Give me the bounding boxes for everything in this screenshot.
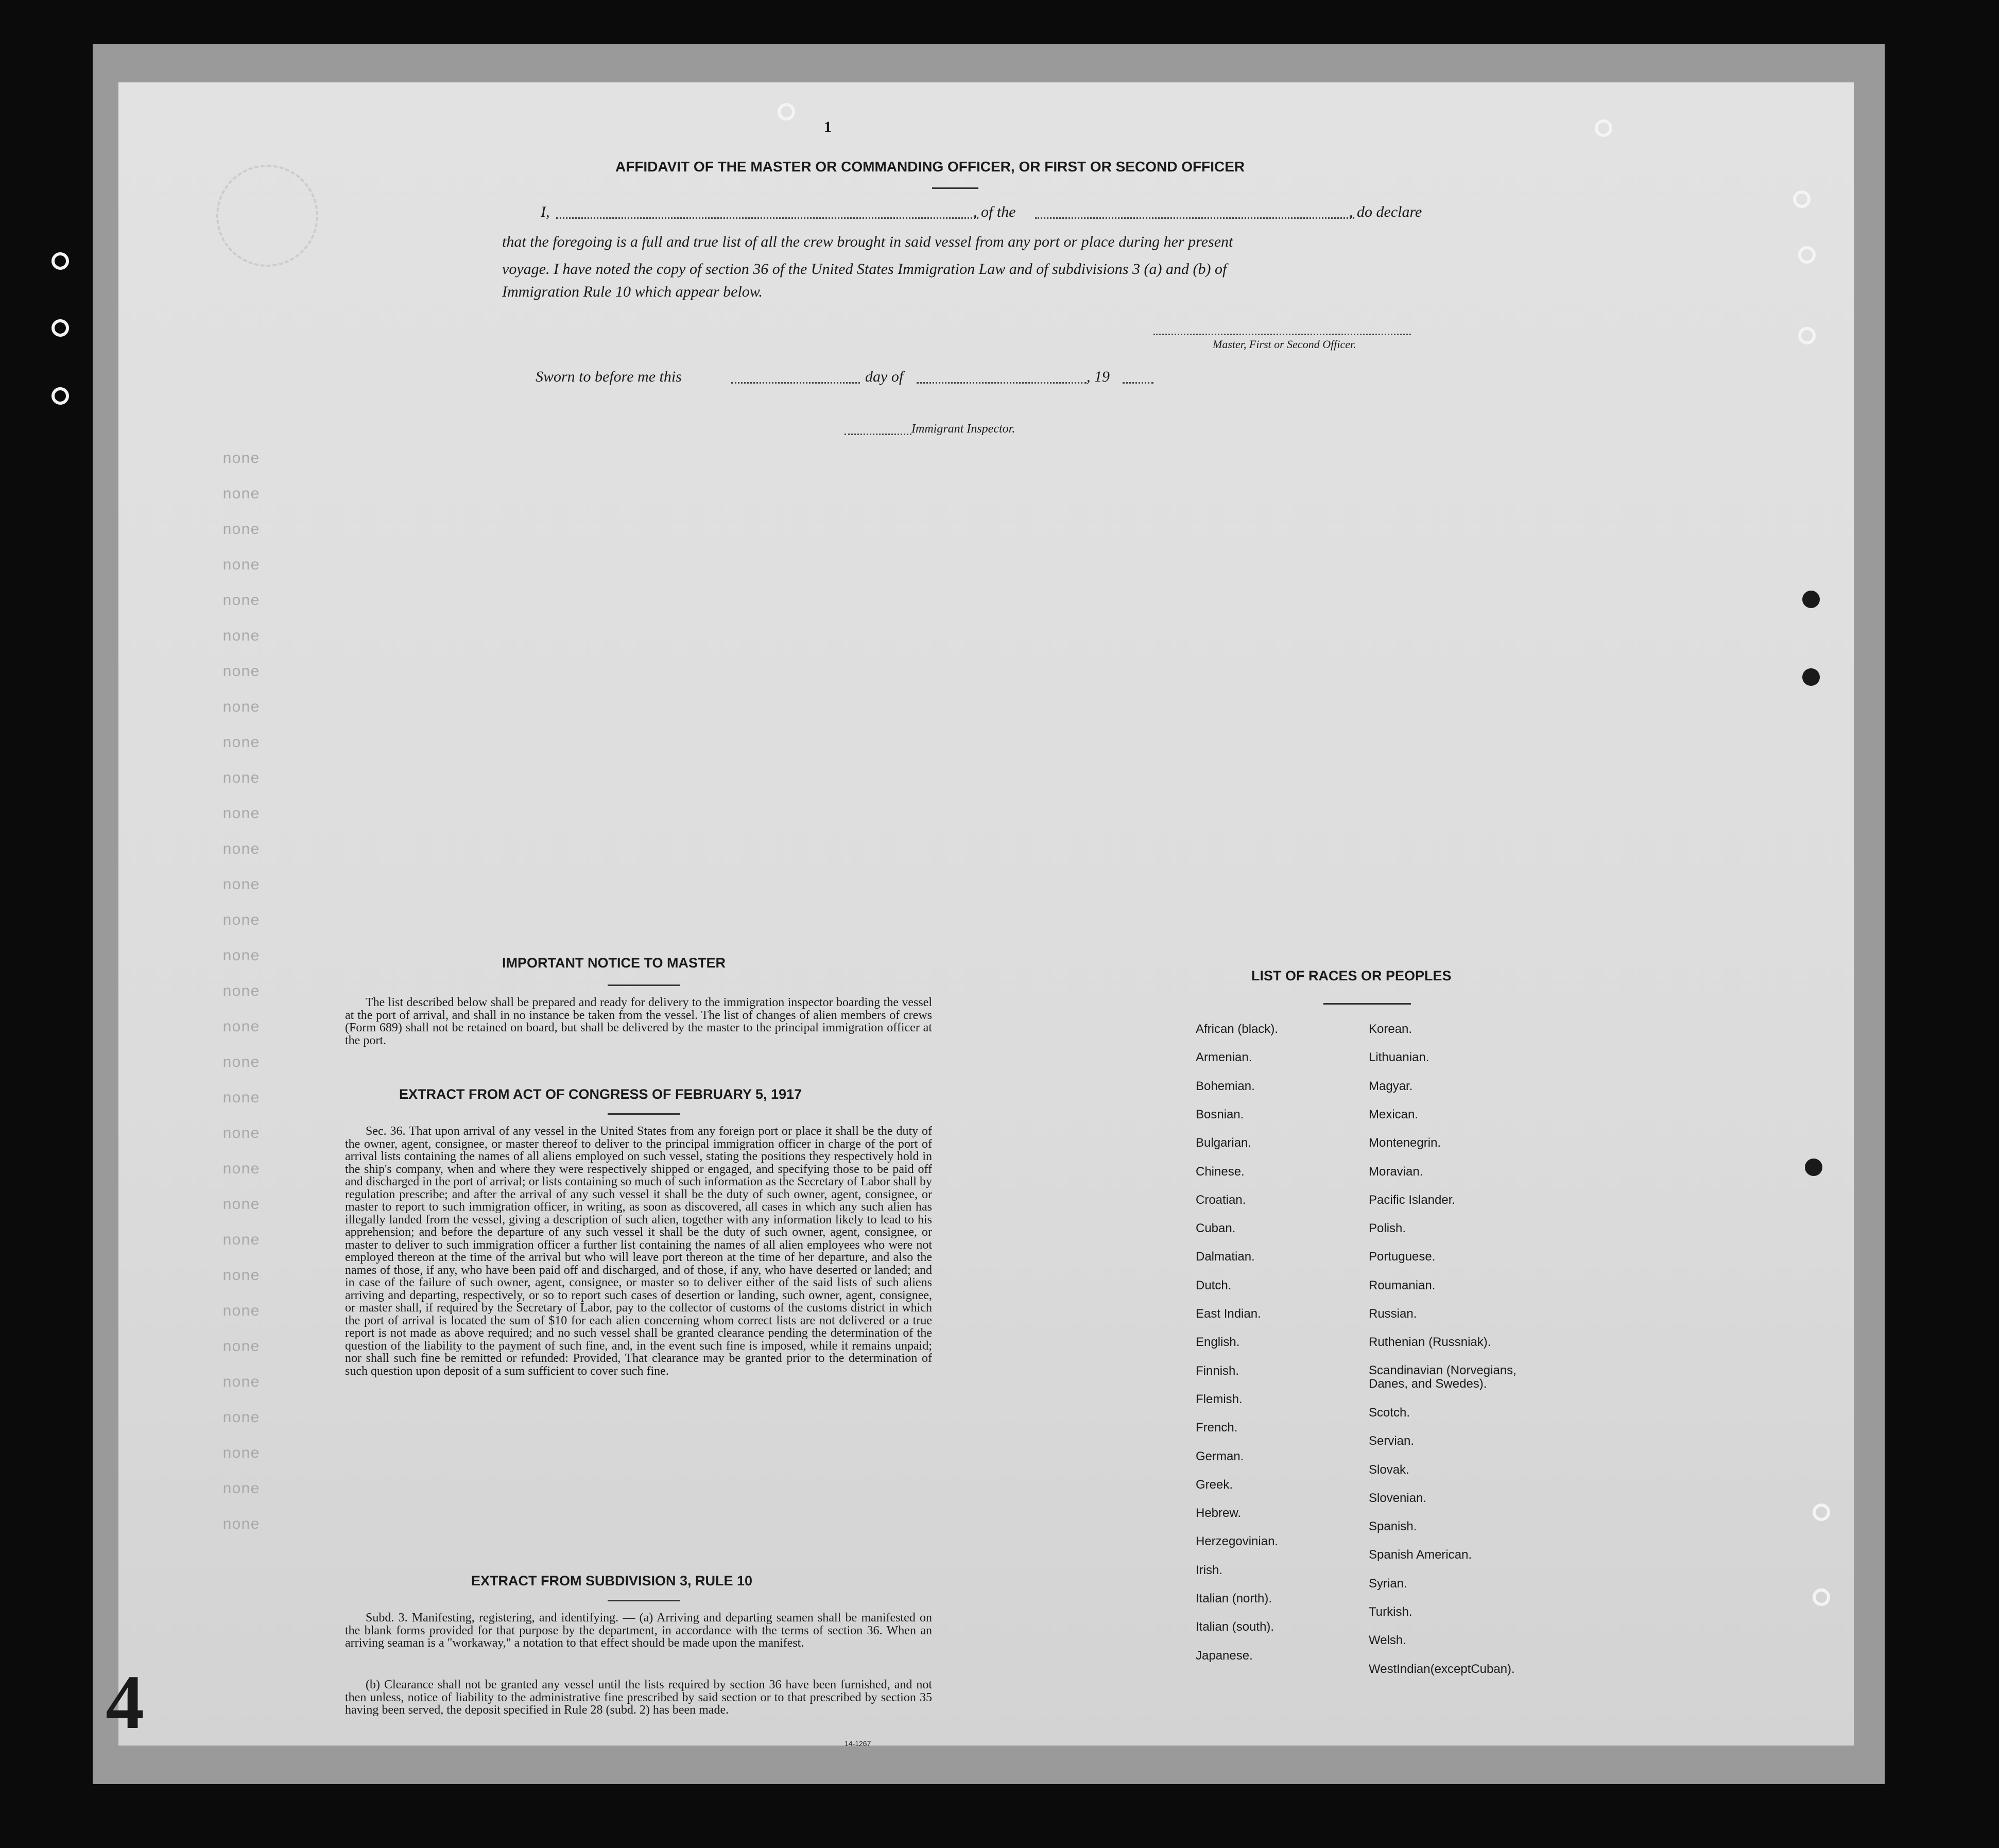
race-item: Scotch. — [1369, 1405, 1410, 1420]
bleed-through-word: none — [222, 1516, 260, 1534]
bleed-through-word: none — [222, 593, 260, 610]
sworn-month-field[interactable] — [917, 382, 1087, 384]
bleed-through-word: none — [222, 1090, 260, 1108]
notice-text: The list described below shall be prepared and ready for delivery to the immigration inspector boarding the vessel at the port of arrival, and shall in no instance be taken from the vessel. The list of changes of alien members of crews (Form 689) shall not be retained on board, but shall be delivered by the master to the principal immigration officer at the port. — [345, 996, 932, 1047]
top-mark: 1 — [824, 118, 832, 135]
bleed-through-word: none — [222, 770, 260, 788]
race-item: African (black). — [1196, 1022, 1279, 1036]
bleed-through-word: none — [222, 841, 260, 859]
race-item: East Indian. — [1196, 1307, 1261, 1321]
rule-rule — [608, 1600, 680, 1601]
race-item: Korean. — [1369, 1022, 1412, 1036]
race-item: WestIndian(exceptCuban). — [1369, 1662, 1515, 1676]
race-item: Roumanian. — [1369, 1278, 1436, 1292]
punch-hole — [51, 252, 69, 270]
race-item: German. — [1196, 1449, 1244, 1463]
punch-hole — [51, 319, 69, 337]
notice-rule — [608, 985, 680, 986]
race-item: Japanese. — [1196, 1648, 1253, 1663]
bleed-through-word: none — [222, 1232, 260, 1250]
punch-hole — [1793, 191, 1811, 208]
race-item: Italian (south). — [1196, 1620, 1274, 1634]
document-page — [118, 82, 1854, 1746]
bleed-through-word: none — [222, 1161, 260, 1179]
bleed-through-word: none — [222, 1197, 260, 1214]
bleed-through-word: none — [222, 522, 260, 539]
punch-hole — [1813, 1588, 1830, 1606]
punch-hole — [1802, 668, 1820, 686]
race-item: Montenegrin. — [1369, 1136, 1441, 1150]
affidavit-i: I, — [541, 203, 550, 220]
faded-stamp — [216, 165, 318, 267]
race-item: Moravian. — [1369, 1164, 1423, 1179]
bleed-through-word: none — [222, 806, 260, 823]
race-item: Bosnian. — [1196, 1107, 1244, 1121]
bleed-through-word: none — [222, 664, 260, 681]
race-item: Finnish. — [1196, 1363, 1239, 1378]
race-item: Polish. — [1369, 1221, 1406, 1236]
bleed-through-word: none — [222, 1339, 260, 1356]
affidavit-line-3: voyage. I have noted the copy of section 36 of the United States Immigration Law and of subdivisions 3 (a) and (b) of — [502, 261, 1227, 278]
master-name-field[interactable] — [556, 217, 978, 219]
race-item: Welsh. — [1369, 1633, 1406, 1648]
act-title: EXTRACT FROM ACT OF CONGRESS OF FEBRUARY 5, 1917 — [399, 1086, 802, 1102]
race-item: Syrian. — [1369, 1576, 1407, 1591]
race-item: Spanish. — [1369, 1519, 1417, 1534]
day-of-label: day of — [865, 368, 904, 385]
bleed-through-word: none — [222, 1410, 260, 1427]
race-item: Cuban. — [1196, 1221, 1236, 1236]
inspector-signature-field[interactable] — [845, 434, 911, 435]
race-item: Portuguese. — [1369, 1250, 1436, 1264]
race-item: Dutch. — [1196, 1278, 1232, 1292]
punch-hole — [1802, 591, 1820, 608]
race-item: Pacific Islander. — [1369, 1193, 1456, 1207]
punch-hole — [51, 387, 69, 405]
affidavit-line-4: Immigration Rule 10 which appear below. — [502, 283, 763, 300]
race-item: Magyar. — [1369, 1079, 1413, 1093]
affidavit-of-the: , of the — [973, 203, 1016, 220]
race-item: Scandinavian (Norvegians, Danes, and Swedes). — [1369, 1363, 1517, 1391]
race-item: Irish. — [1196, 1563, 1223, 1577]
race-item: Hebrew. — [1196, 1506, 1242, 1521]
race-item: Lithuanian. — [1369, 1050, 1429, 1065]
punch-hole — [778, 103, 795, 120]
punch-hole — [1798, 327, 1816, 344]
sworn-year-field[interactable] — [1123, 382, 1153, 384]
race-item: Servian. — [1369, 1434, 1415, 1448]
affidavit-title: AFFIDAVIT OF THE MASTER OR COMMANDING OFFICER, OR FIRST OR SECOND OFFICER — [615, 159, 1245, 175]
race-item: French. — [1196, 1421, 1238, 1435]
bleed-through-word: none — [222, 1126, 260, 1143]
bleed-through-word: none — [222, 877, 260, 894]
rule-title: EXTRACT FROM SUBDIVISION 3, RULE 10 — [471, 1573, 753, 1588]
year-label: , 19 — [1087, 368, 1110, 385]
sworn-label: Sworn to before me this — [536, 368, 682, 385]
bleed-through-word: none — [222, 699, 260, 717]
form-number: 14-1267 — [845, 1739, 871, 1748]
affidavit-line-2: that the foregoing is a full and true list of all the crew brought in said vessel from any port or place during her present — [502, 233, 1233, 250]
vessel-name-field[interactable] — [1035, 217, 1354, 219]
race-item: Spanish American. — [1369, 1548, 1472, 1562]
affidavit-declare: , do declare — [1349, 203, 1422, 220]
races-rule — [1323, 1003, 1411, 1005]
bleed-through-word: none — [222, 1268, 260, 1285]
bleed-through-word: none — [222, 912, 260, 930]
race-item: Bohemian. — [1196, 1079, 1255, 1093]
race-item: Croatian. — [1196, 1193, 1246, 1207]
notice-title: IMPORTANT NOTICE TO MASTER — [502, 955, 726, 971]
bleed-through-word: none — [222, 1019, 260, 1037]
title-underline — [932, 187, 978, 189]
bleed-through-word: none — [222, 1374, 260, 1392]
bleed-through-word: none — [222, 1481, 260, 1498]
bleed-through-word: none — [222, 1303, 260, 1321]
bleed-through-word: none — [222, 557, 260, 575]
race-item: Bulgarian. — [1196, 1136, 1252, 1150]
race-item: Greek. — [1196, 1477, 1233, 1492]
bleed-through-word: none — [222, 735, 260, 752]
race-item: Ruthenian (Russniak). — [1369, 1335, 1491, 1350]
rule-text-a: Subd. 3. Manifesting, registering, and identifying. — (a) Arriving and departing seamen shall be manifested on the blank forms provided for that purpose by the department, in accordance with the terms of section 36. When an arriving seaman is a "workaway," a notation to that effect should be made upon the manifest. — [345, 1611, 932, 1650]
punch-hole — [1813, 1504, 1830, 1521]
act-rule — [608, 1113, 680, 1115]
race-item: Turkish. — [1369, 1605, 1412, 1619]
page-number-mark: 4 — [106, 1660, 144, 1745]
bleed-through-word: none — [222, 486, 260, 504]
race-item: Flemish. — [1196, 1392, 1243, 1406]
punch-hole — [1595, 119, 1612, 137]
race-item: English. — [1196, 1335, 1240, 1350]
bleed-through-word: none — [222, 983, 260, 1001]
race-item: Dalmatian. — [1196, 1250, 1255, 1264]
race-item: Mexican. — [1369, 1107, 1419, 1121]
race-item: Armenian. — [1196, 1050, 1252, 1065]
master-signature-label: Master, First or Second Officer. — [1213, 338, 1356, 351]
punch-hole — [1805, 1159, 1822, 1176]
race-item: Slovak. — [1369, 1462, 1409, 1477]
race-item: Russian. — [1369, 1307, 1417, 1321]
bleed-through-word: none — [222, 1445, 260, 1463]
punch-hole — [1798, 246, 1816, 264]
master-signature-field[interactable] — [1153, 334, 1411, 335]
act-text: Sec. 36. That upon arrival of any vessel in the United States from any foreign port or place it shall be the duty of the owner, agent, consignee, or master thereof to deliver to the principal immigration officer in charge of the port of arrival lists containing the names of all aliens employed on such vessel, stating the positions they respectively hold in the ship's company, when and where they were respectively shipped or engaged, and specifying those to be paid off and discharged in the port of arrival; or lists containing so much of such information as the Secretary of Labor shall by regulation prescribe; and after the arrival of any such vessel it shall be the duty of such owner, agent, consignee, or master to report to such immigration officer, in writing, as soon as discovered, all cases in which any such alien has illegally landed from the vessel, giving a description of such alien, together with any information likely to lead to his apprehension; and before the departure of any such vessel it shall be the duty of such owner, agent, consignee, or master to deliver to such immigration officer a further list containing the names of all alien employees who were not employed thereon at the time of the arrival but who will leave port thereon at the time of her departure, and also the names of those, if any, who have been paid off and discharged, and of those, if any, who have deserted or landed; and in case of the failure of such owner, agent, consignee, or master so to deliver either of the said lists of such aliens arriving and departing, respectively, or so to report such cases of desertion or landing, such owner, agent, consignee, or master shall, if required by the Secretary of Labor, pay to the collector of customs of the customs district in which the port of arrival is located the sum of $10 for each alien concerning whom correct lists are not delivered or a true report is not made as above required; and no such vessel shall be granted clearance pending the determination of the question of the liability to the payment of such fine, and, in the event such fine is imposed, while it remains unpaid; nor shall such fine be remitted or refunded: Provided, That clearance may be granted prior to the determination of such question upon deposit of a sum sufficient to cover such fine. — [345, 1125, 932, 1378]
sworn-day-field[interactable] — [731, 382, 860, 384]
bleed-through-word: none — [222, 628, 260, 646]
rule-text-b: (b) Clearance shall not be granted any vessel until the lists required by section 36 have been furnished, and not then unless, notice of liability to the administrative fine prescribed by said section or to that prescribed by section 35 having been served, the deposit specified in Rule 28 (subd. 2) has been made. — [345, 1678, 932, 1717]
races-title: LIST OF RACES OR PEOPLES — [1251, 968, 1452, 983]
race-item: Slovenian. — [1369, 1491, 1427, 1505]
bleed-through-word: none — [222, 451, 260, 468]
race-item: Italian (north). — [1196, 1592, 1272, 1605]
race-item: Chinese. — [1196, 1164, 1245, 1179]
bleed-through-word: none — [222, 948, 260, 965]
bleed-through-word: none — [222, 1055, 260, 1072]
race-item: Herzegovinian. — [1196, 1534, 1279, 1549]
inspector-label: Immigrant Inspector. — [911, 422, 1015, 436]
